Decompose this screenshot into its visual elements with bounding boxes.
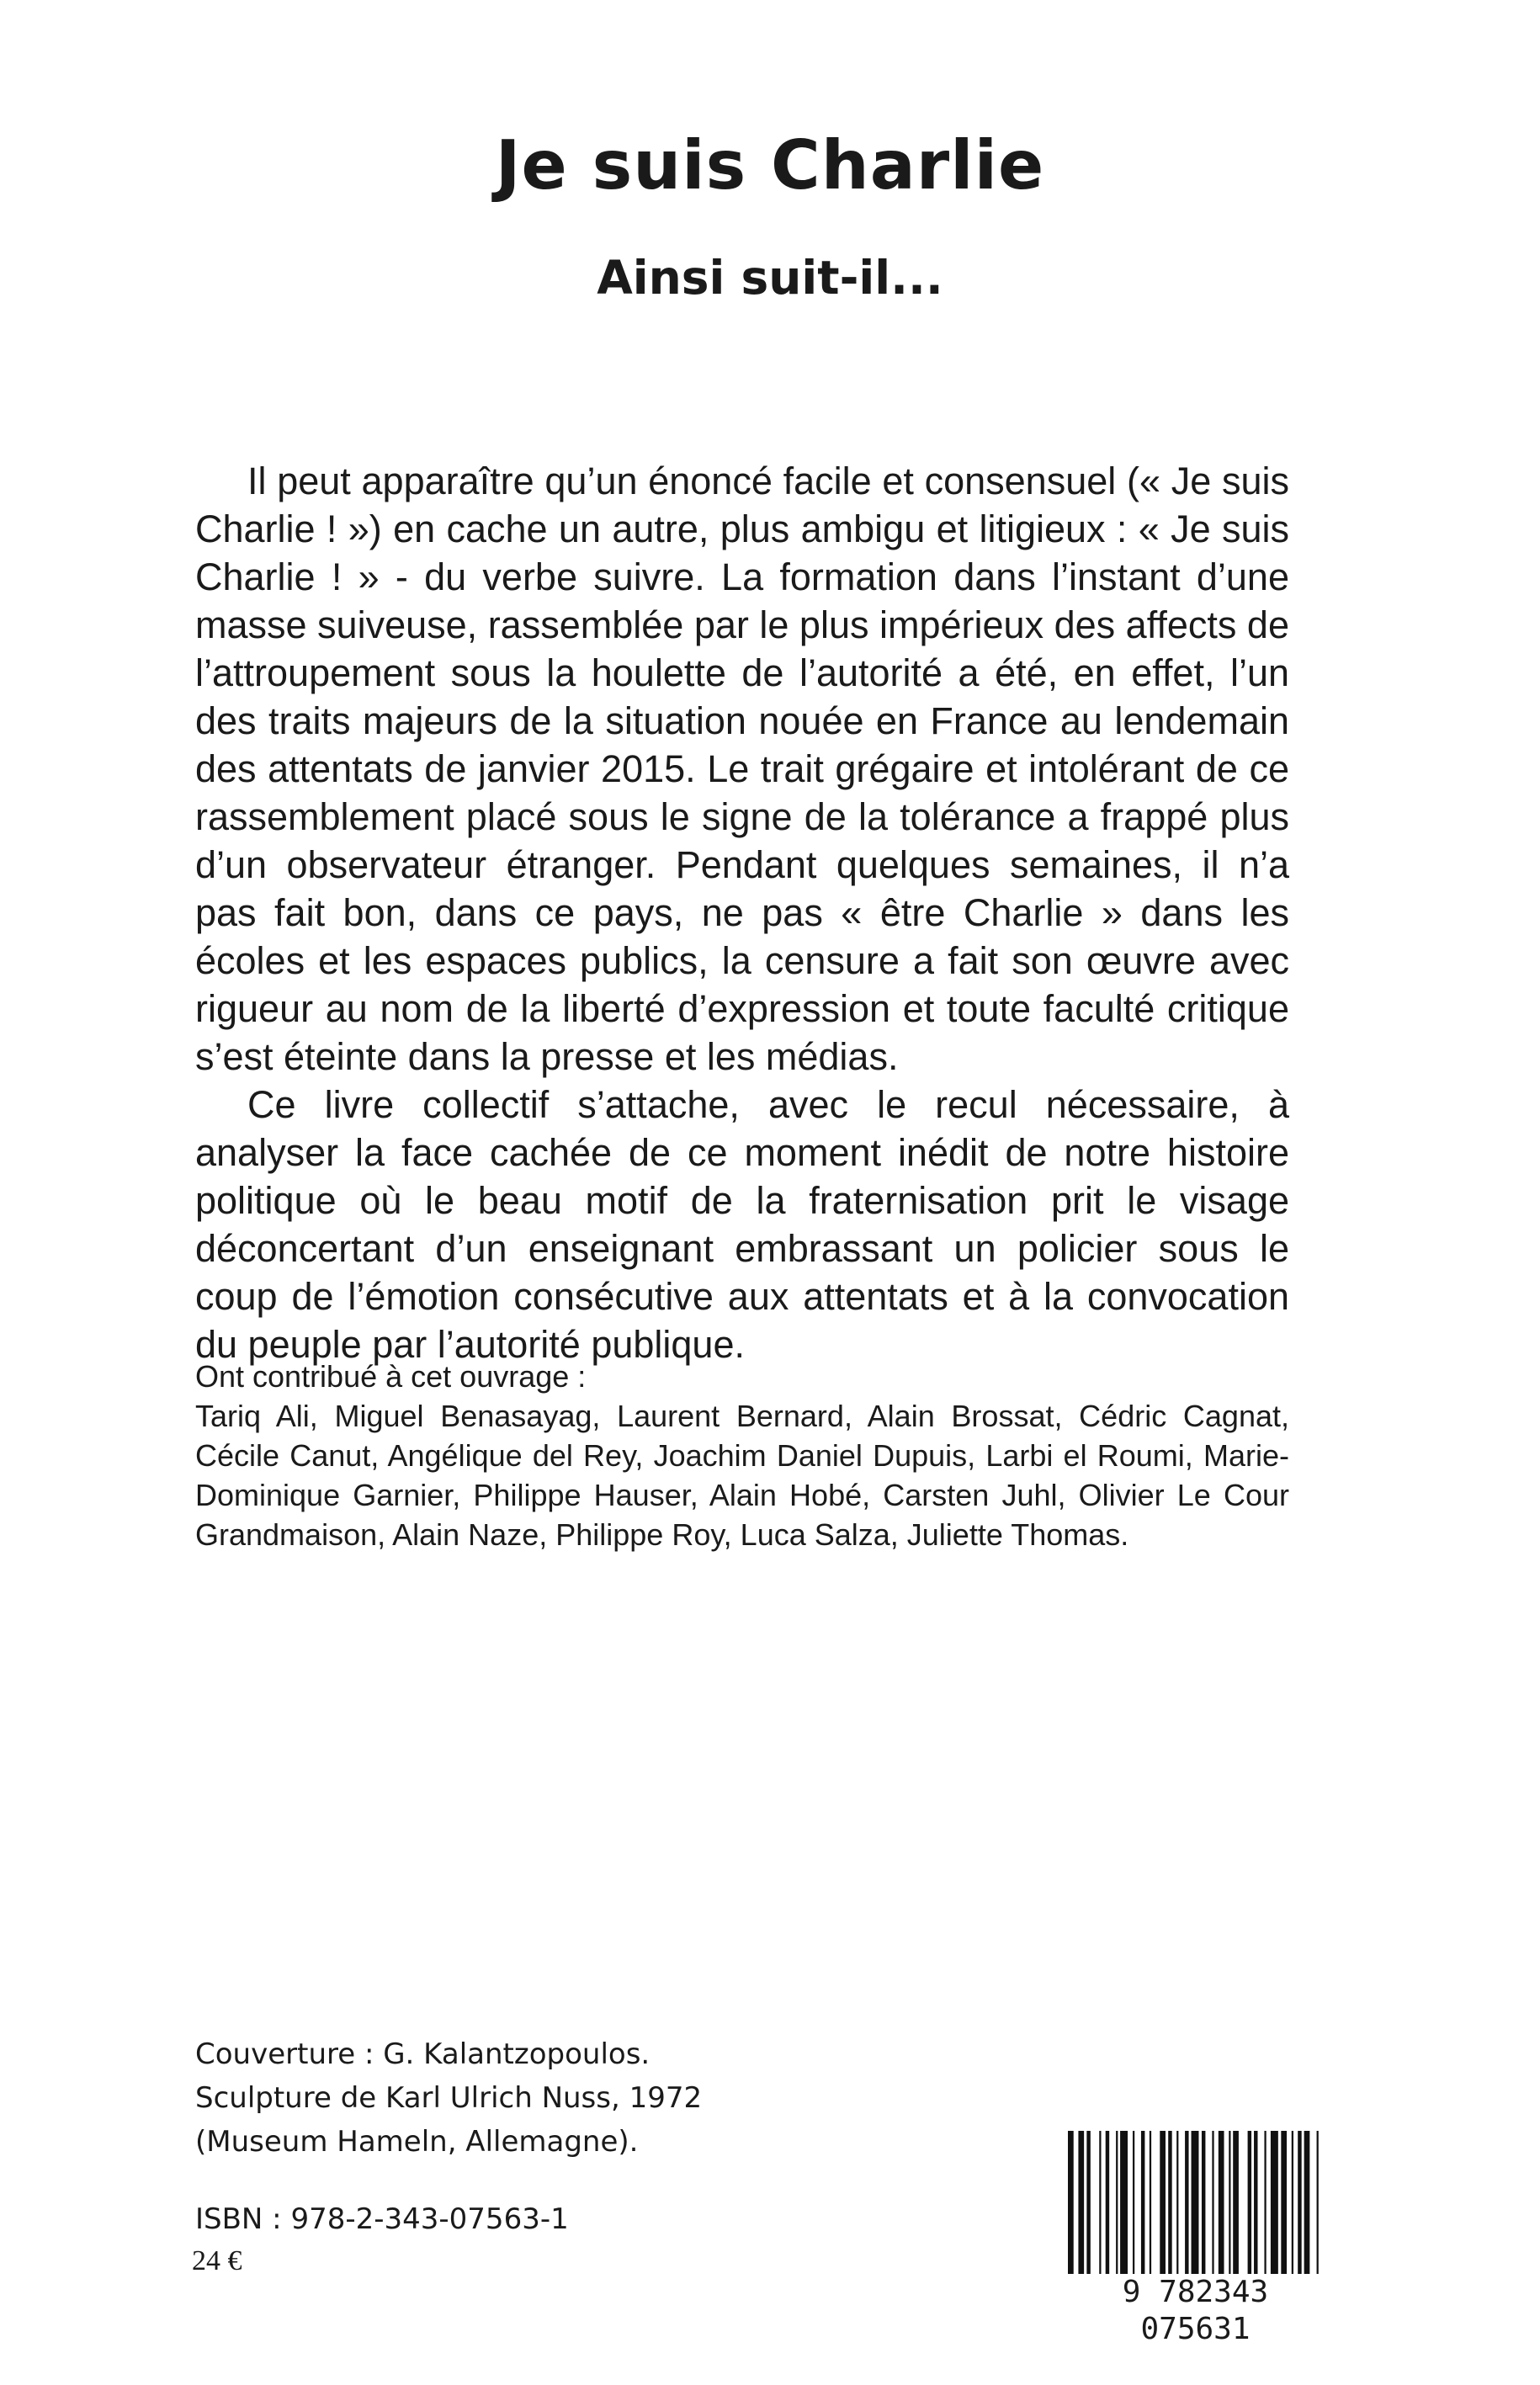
contributors-heading: Ont contribué à cet ouvrage : [195,1359,587,1394]
isbn: ISBN : 978-2-343-07563-1 [195,2202,569,2236]
barcode-digits: 9 782343 075631 [1066,2274,1325,2348]
blurb-paragraph-1: Il peut apparaître qu’un énoncé facile et consensuel (« Je suis Charlie ! ») en cache un autre, plus ambigu et litigieux : « Je suis Charlie ! » - du verbe suivre. La formation dans l’instant d’une masse suiveuse, rassemblée par le plus impérieux des affects de l’attroupement sous la houlette de l’autorité a été, en effet, l’un des traits majeurs de la situation nouée en France au lendemain des attentats de janvier 2015. Le trait grégaire et intolérant de ce rassemblement placé sous le signe de la tolérance a frappé plus d’un observateur étranger. Pendant quelques semaines, il n’a pas fait bon, dans ce pays, ne pas « être Charlie » dans les écoles et les espaces publics, la censure a fait son œuvre avec rigueur au nom de la liberté d’expression et toute faculté critique s’est éteinte dans la presse et les médias. [195,459,1289,1078]
credit-line-1: Couverture : G. Kalantzopoulos. [195,2037,651,2071]
contributors [195,1357,1289,1554]
blurb [195,457,1289,1368]
cover-credits [195,2032,702,2164]
contributors-names: Tariq Ali, Miguel Benasayag, Laurent Bernard, Alain Brossat, Cédric Cagnat, Cécile Canut, Angélique del Rey, Joachim Daniel Dupuis, Larbi el Roumi, Marie-Dominique Garnier, Philippe Hauser, Alain Hobé, Carsten Juhl, Olivier Le Cour Grandmaison, Alain Naze, Philippe Roy, Luca Salza, Juliette Thomas. [195,1399,1289,1552]
book-title: Je suis Charlie [495,126,1045,205]
credit-line-2: Sculpture de Karl Ulrich Nuss, 1972 [195,2081,703,2115]
book-subtitle: Ainsi suit-il... [597,251,943,305]
blurb-paragraph-2: Ce livre collectif s’attache, avec le recul nécessaire, à analyser la face cachée de ce moment inédit de notre histoire politique où le beau motif de la fraternisation prit le visage déconcertant d’un enseignant embrassant un policier sous le coup de l’émotion consécutive aux attentats et à la convocation du peuple par l’autorité publique. [195,1083,1289,1366]
price: 24 € [192,2245,242,2276]
credit-line-3: (Museum Hameln, Allemagne). [195,2125,639,2159]
